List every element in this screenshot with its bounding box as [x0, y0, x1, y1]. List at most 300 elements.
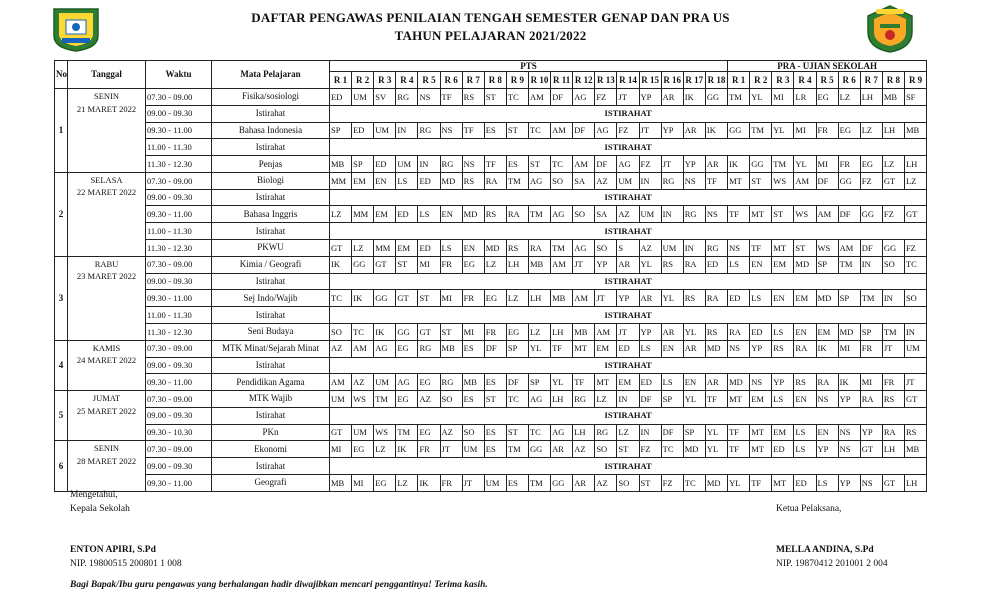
supervisor-code-cell: GT: [330, 424, 352, 441]
supervisor-code-cell: AZ: [418, 391, 440, 408]
principal-title: Kepala Sekolah: [70, 504, 130, 514]
supervisor-code-cell: SP: [838, 290, 860, 307]
supervisor-code-cell: UM: [396, 156, 418, 173]
supervisor-code-cell: MI: [816, 156, 838, 173]
supervisor-code-cell: YP: [860, 424, 882, 441]
supervisor-code-cell: EG: [506, 323, 528, 340]
supervisor-code-cell: SP: [352, 156, 374, 173]
supervisor-code-cell: NS: [838, 424, 860, 441]
time-cell: 09.00 - 09.30: [146, 407, 212, 424]
supervisor-code-cell: IK: [838, 374, 860, 391]
subject-cell: MTK Wajib: [212, 391, 330, 408]
supervisor-code-cell: LS: [661, 374, 683, 391]
subject-cell: Sej Indo/Wajib: [212, 290, 330, 307]
supervisor-code-cell: TC: [506, 391, 528, 408]
supervisor-code-cell: RG: [705, 240, 727, 257]
break-cell: ISTIRAHAT: [330, 189, 927, 206]
supervisor-code-cell: TC: [528, 122, 550, 139]
schedule-row: [55, 139, 927, 156]
subject-cell: Istirahat: [212, 223, 330, 240]
supervisor-code-cell: GG: [396, 323, 418, 340]
supervisor-code-cell: RS: [882, 391, 904, 408]
supervisor-code-cell: JT: [617, 323, 639, 340]
supervisor-code-cell: RA: [506, 206, 528, 223]
supervisor-code-cell: RS: [661, 256, 683, 273]
col-no-header: No: [55, 61, 68, 89]
supervisor-code-cell: MD: [683, 441, 705, 458]
supervisor-code-cell: YP: [661, 122, 683, 139]
supervisor-code-cell: SO: [551, 172, 573, 189]
supervisor-code-cell: RS: [705, 323, 727, 340]
supervisor-code-cell: GG: [705, 89, 727, 106]
supervisor-code-cell: MB: [528, 256, 550, 273]
supervisor-code-cell: WS: [772, 172, 794, 189]
time-cell: 09.30 - 11.00: [146, 290, 212, 307]
supervisor-code-cell: MB: [440, 340, 462, 357]
supervisor-code-cell: YP: [838, 391, 860, 408]
supervisor-code-cell: TF: [728, 441, 750, 458]
supervisor-code-cell: EM: [374, 206, 396, 223]
supervisor-code-cell: MI: [418, 256, 440, 273]
supervisor-code-cell: FR: [816, 122, 838, 139]
break-cell: ISTIRAHAT: [330, 458, 927, 475]
schedule-row: [55, 105, 927, 122]
schedule-row: [55, 122, 927, 139]
supervisor-code-cell: SP: [661, 391, 683, 408]
supervisor-code-cell: RG: [573, 391, 595, 408]
subject-cell: Penjas: [212, 156, 330, 173]
day-date-cell: [68, 172, 146, 256]
supervisor-code-cell: AR: [683, 122, 705, 139]
supervisor-code-cell: NS: [860, 474, 882, 491]
document-title: DAFTAR PENGAWAS PENILAIAN TENGAH SEMESTER GENAP DAN PRA US: [251, 10, 730, 25]
supervisor-code-cell: LS: [396, 172, 418, 189]
supervisor-code-cell: MI: [860, 374, 882, 391]
time-cell: 07.30 - 09.00: [146, 391, 212, 408]
supervisor-code-cell: ST: [750, 172, 772, 189]
supervisor-code-cell: GG: [528, 441, 550, 458]
supervisor-code-cell: FR: [440, 474, 462, 491]
supervisor-code-cell: WS: [794, 206, 816, 223]
supervisor-code-cell: EN: [661, 340, 683, 357]
time-cell: 09.00 - 09.30: [146, 273, 212, 290]
subject-cell: Seni Budaya: [212, 323, 330, 340]
supervisor-code-cell: RG: [683, 206, 705, 223]
supervisor-code-cell: TM: [838, 256, 860, 273]
col-mapel-header: Mata Pelajaran: [212, 61, 330, 89]
pra-room-header: R 8: [882, 72, 904, 89]
supervisor-code-cell: RA: [683, 256, 705, 273]
day-date-cell: [68, 391, 146, 441]
supervisor-code-cell: EM: [772, 424, 794, 441]
day-date: 21 MARET 2022: [76, 103, 137, 114]
supervisor-code-cell: AR: [661, 323, 683, 340]
supervisor-code-cell: FZ: [661, 474, 683, 491]
supervisor-code-cell: TC: [661, 441, 683, 458]
supervisor-code-cell: TC: [904, 256, 926, 273]
footer-note: Bagi Bapak/Ibu guru pengawas yang berhalangan hadir diwajibkan mencari penggantinya! Terima kasih.: [70, 580, 488, 590]
day-name: SENIN: [93, 443, 120, 454]
supervisor-code-cell: RG: [418, 122, 440, 139]
supervisor-code-cell: ST: [418, 290, 440, 307]
supervisor-code-cell: MM: [374, 240, 396, 257]
time-cell: 11.30 - 12.30: [146, 323, 212, 340]
supervisor-code-cell: AM: [573, 290, 595, 307]
schedule-row: [55, 374, 927, 391]
supervisor-code-cell: LS: [772, 391, 794, 408]
pts-room-header: R 14: [617, 72, 639, 89]
supervisor-code-cell: JT: [440, 441, 462, 458]
supervisor-code-cell: RG: [396, 89, 418, 106]
supervisor-code-cell: LZ: [882, 156, 904, 173]
supervisor-code-cell: EM: [772, 256, 794, 273]
pts-room-header: R 5: [418, 72, 440, 89]
pts-group-header: PTS: [330, 61, 728, 72]
supervisor-code-cell: TM: [528, 474, 550, 491]
time-cell: 09.00 - 09.30: [146, 189, 212, 206]
supervisor-code-cell: DF: [860, 240, 882, 257]
supervisor-code-cell: YP: [683, 156, 705, 173]
supervisor-code-cell: ED: [396, 206, 418, 223]
supervisor-code-cell: DF: [639, 391, 661, 408]
supervisor-code-cell: YL: [705, 424, 727, 441]
supervisor-code-cell: TM: [506, 441, 528, 458]
day-name: RABU: [94, 258, 119, 269]
schedule-row: [55, 206, 927, 223]
supervisor-code-cell: YP: [838, 474, 860, 491]
supervisor-code-cell: RA: [816, 374, 838, 391]
supervisor-code-cell: UM: [352, 89, 374, 106]
supervisor-code-cell: TM: [396, 424, 418, 441]
supervisor-code-cell: GT: [904, 206, 926, 223]
supervisor-code-cell: AM: [551, 122, 573, 139]
supervisor-code-cell: LZ: [484, 256, 506, 273]
subject-cell: Istirahat: [212, 273, 330, 290]
supervisor-code-cell: YL: [551, 374, 573, 391]
supervisor-code-cell: AG: [551, 206, 573, 223]
day-date-cell: [68, 256, 146, 340]
pts-room-header: R 16: [661, 72, 683, 89]
supervisor-code-cell: TF: [573, 374, 595, 391]
supervisor-code-cell: ED: [352, 122, 374, 139]
supervisor-code-cell: SO: [882, 256, 904, 273]
supervisor-code-cell: AR: [705, 374, 727, 391]
subject-cell: Kimia / Geografi: [212, 256, 330, 273]
supervisor-code-cell: EG: [860, 156, 882, 173]
supervisor-code-cell: SP: [528, 374, 550, 391]
supervisor-code-cell: RA: [794, 340, 816, 357]
supervisor-code-cell: EG: [816, 89, 838, 106]
time-cell: 11.00 - 11.30: [146, 223, 212, 240]
supervisor-code-cell: FZ: [595, 89, 617, 106]
supervisor-code-cell: LH: [860, 89, 882, 106]
schedule-row: [55, 172, 927, 189]
supervisor-code-cell: EM: [816, 323, 838, 340]
supervisor-code-cell: IN: [639, 172, 661, 189]
supervisor-code-cell: IN: [683, 240, 705, 257]
supervisor-code-cell: EG: [396, 340, 418, 357]
supervisor-code-cell: FR: [882, 374, 904, 391]
supervisor-code-cell: LH: [551, 391, 573, 408]
pts-room-header: R 2: [352, 72, 374, 89]
supervisor-code-cell: GT: [860, 441, 882, 458]
supervisor-code-cell: TF: [484, 156, 506, 173]
supervisor-code-cell: MD: [728, 374, 750, 391]
supervisor-code-cell: IN: [418, 156, 440, 173]
supervisor-code-cell: MB: [462, 374, 484, 391]
supervisor-code-cell: RA: [705, 290, 727, 307]
supervisor-code-cell: ST: [772, 206, 794, 223]
break-cell: ISTIRAHAT: [330, 273, 927, 290]
supervisor-code-cell: SP: [330, 122, 352, 139]
supervisor-code-cell: FR: [462, 290, 484, 307]
supervisor-code-cell: ST: [484, 89, 506, 106]
supervisor-code-cell: LZ: [860, 122, 882, 139]
subject-cell: Istirahat: [212, 105, 330, 122]
supervisor-code-cell: AZ: [639, 240, 661, 257]
supervisor-code-cell: YP: [772, 374, 794, 391]
supervisor-code-cell: ED: [794, 474, 816, 491]
supervisor-code-cell: ED: [374, 156, 396, 173]
supervisor-code-cell: ST: [794, 240, 816, 257]
supervisor-code-cell: SP: [506, 340, 528, 357]
supervisor-code-cell: YP: [639, 323, 661, 340]
schedule-row: [55, 89, 927, 106]
break-cell: ISTIRAHAT: [330, 307, 927, 324]
supervisor-code-cell: ED: [750, 323, 772, 340]
supervisor-code-cell: SP: [683, 424, 705, 441]
supervisor-code-cell: GG: [860, 206, 882, 223]
day-name: SELASA: [90, 174, 123, 185]
supervisor-code-cell: TM: [882, 323, 904, 340]
pts-room-header: R 12: [573, 72, 595, 89]
supervisor-code-cell: GT: [904, 391, 926, 408]
supervisor-code-cell: AM: [551, 256, 573, 273]
supervisor-code-cell: TF: [705, 172, 727, 189]
pra-room-header: R 7: [860, 72, 882, 89]
supervisor-code-cell: AM: [352, 340, 374, 357]
supervisor-code-cell: SA: [595, 206, 617, 223]
supervisor-code-cell: YP: [639, 89, 661, 106]
supervisor-code-cell: EM: [750, 391, 772, 408]
schedule-row: [55, 474, 927, 491]
schedule-row: [55, 189, 927, 206]
supervisor-code-cell: TC: [330, 290, 352, 307]
supervisor-code-cell: EG: [352, 441, 374, 458]
subject-cell: PKWU: [212, 240, 330, 257]
supervisor-code-cell: RS: [484, 206, 506, 223]
supervisor-code-cell: AG: [528, 391, 550, 408]
supervisor-code-cell: IK: [330, 256, 352, 273]
schedule-row: [55, 223, 927, 240]
supervisor-code-cell: RA: [882, 424, 904, 441]
supervisor-code-cell: FZ: [617, 122, 639, 139]
supervisor-code-cell: AM: [794, 172, 816, 189]
supervisor-code-cell: SO: [595, 240, 617, 257]
schedule-row: [55, 256, 927, 273]
supervisor-code-cell: FR: [860, 340, 882, 357]
supervisor-code-cell: TC: [551, 156, 573, 173]
supervisor-code-cell: UM: [904, 340, 926, 357]
supervisor-code-cell: AZ: [595, 474, 617, 491]
col-tanggal-header: Tanggal: [68, 61, 146, 89]
subject-cell: Istirahat: [212, 357, 330, 374]
supervisor-code-cell: AG: [573, 89, 595, 106]
supervisor-code-cell: TF: [551, 340, 573, 357]
supervisor-code-cell: SO: [330, 323, 352, 340]
supervisor-code-cell: LS: [418, 206, 440, 223]
pra-room-header: R 4: [794, 72, 816, 89]
supervisor-code-cell: MD: [705, 340, 727, 357]
supervisor-code-cell: JT: [595, 290, 617, 307]
day-number: 2: [55, 172, 68, 256]
schedule-row: [55, 458, 927, 475]
supervisor-code-cell: MI: [330, 441, 352, 458]
time-cell: 09.00 - 09.30: [146, 458, 212, 475]
supervisor-code-cell: IN: [904, 323, 926, 340]
supervisor-code-cell: AM: [573, 156, 595, 173]
supervisor-code-cell: YL: [794, 156, 816, 173]
supervisor-code-cell: LZ: [396, 474, 418, 491]
schedule-row: [55, 391, 927, 408]
supervisor-code-cell: YL: [683, 391, 705, 408]
supervisor-code-cell: YL: [728, 474, 750, 491]
supervisor-code-cell: MI: [352, 474, 374, 491]
subject-cell: Biologi: [212, 172, 330, 189]
supervisor-code-cell: MD: [838, 323, 860, 340]
supervisor-code-cell: RG: [595, 424, 617, 441]
supervisor-code-cell: ST: [528, 156, 550, 173]
supervisor-code-cell: ES: [484, 122, 506, 139]
day-name: SENIN: [93, 91, 120, 101]
supervisor-code-cell: LS: [772, 323, 794, 340]
supervisor-code-cell: MB: [904, 441, 926, 458]
supervisor-code-cell: WS: [374, 424, 396, 441]
supervisor-code-cell: DF: [484, 340, 506, 357]
supervisor-code-cell: NS: [418, 89, 440, 106]
supervisor-code-cell: GG: [352, 256, 374, 273]
supervisor-code-cell: EG: [418, 374, 440, 391]
supervisor-code-cell: ED: [705, 256, 727, 273]
supervisor-code-cell: EN: [794, 323, 816, 340]
supervisor-code-cell: GT: [330, 240, 352, 257]
supervisor-code-cell: LZ: [506, 290, 528, 307]
supervisor-code-cell: NS: [750, 374, 772, 391]
supervisor-code-cell: AZ: [617, 206, 639, 223]
pts-room-header: R 11: [551, 72, 573, 89]
supervisor-code-cell: EM: [595, 340, 617, 357]
supervisor-code-cell: AG: [595, 122, 617, 139]
day-date-cell: [68, 441, 146, 491]
supervisor-code-cell: AG: [374, 340, 396, 357]
supervisor-code-cell: TF: [728, 206, 750, 223]
day-name: KAMIS: [92, 342, 121, 353]
supervisor-code-cell: RA: [728, 323, 750, 340]
pts-room-header: R 10: [528, 72, 550, 89]
supervisor-code-cell: NS: [838, 441, 860, 458]
supervisor-code-cell: EG: [374, 474, 396, 491]
time-cell: 07.30 - 09.00: [146, 340, 212, 357]
supervisor-code-cell: WS: [816, 240, 838, 257]
supervisor-code-cell: DF: [573, 122, 595, 139]
supervisor-code-cell: AZ: [595, 172, 617, 189]
supervisor-code-cell: ED: [418, 172, 440, 189]
supervisor-code-cell: MD: [462, 206, 484, 223]
supervisor-code-cell: AZ: [440, 424, 462, 441]
subject-cell: Geografi: [212, 474, 330, 491]
supervisor-code-cell: YP: [617, 290, 639, 307]
schedule-row: [55, 240, 927, 257]
supervisor-code-cell: EG: [484, 290, 506, 307]
subject-cell: Istirahat: [212, 407, 330, 424]
supervisor-code-cell: WS: [352, 391, 374, 408]
supervisor-code-cell: ES: [506, 474, 528, 491]
supervisor-code-cell: EN: [772, 290, 794, 307]
supervisor-code-cell: SF: [904, 89, 926, 106]
supervisor-code-cell: RA: [528, 240, 550, 257]
supervisor-code-cell: ED: [772, 441, 794, 458]
supervisor-code-cell: MT: [595, 374, 617, 391]
time-cell: 09.00 - 09.30: [146, 357, 212, 374]
supervisor-code-cell: IN: [661, 206, 683, 223]
supervisor-code-cell: LZ: [528, 323, 550, 340]
time-cell: 07.30 - 09.00: [146, 172, 212, 189]
supervisor-code-cell: IN: [882, 290, 904, 307]
supervisor-code-cell: AR: [573, 474, 595, 491]
supervisor-code-cell: AR: [551, 441, 573, 458]
schedule-row: [55, 273, 927, 290]
schedule-row: [55, 357, 927, 374]
supervisor-code-cell: ED: [728, 290, 750, 307]
supervisor-code-cell: MB: [573, 323, 595, 340]
supervisor-code-cell: MD: [794, 256, 816, 273]
supervisor-code-cell: LS: [728, 256, 750, 273]
supervisor-code-cell: ES: [462, 340, 484, 357]
supervisor-code-cell: ED: [617, 340, 639, 357]
supervisor-code-cell: YP: [595, 256, 617, 273]
chair-name: MELLA ANDINA, S.Pd: [776, 545, 874, 555]
supervisor-code-cell: EM: [794, 290, 816, 307]
supervisor-code-cell: EN: [794, 391, 816, 408]
supervisor-code-cell: AG: [551, 424, 573, 441]
pts-room-header: R 4: [396, 72, 418, 89]
supervisor-code-cell: IK: [352, 290, 374, 307]
acknowledged-label: Mengetahui,: [70, 490, 118, 500]
supervisor-code-cell: IK: [374, 323, 396, 340]
supervisor-code-cell: TC: [683, 474, 705, 491]
supervisor-code-cell: YL: [772, 122, 794, 139]
subject-cell: Istirahat: [212, 307, 330, 324]
supervisor-code-cell: LH: [904, 474, 926, 491]
supervisor-code-cell: UM: [661, 240, 683, 257]
supervisor-code-cell: TF: [440, 89, 462, 106]
supervisor-code-cell: MB: [882, 89, 904, 106]
supervisor-code-cell: NS: [462, 156, 484, 173]
pts-room-header: R 8: [484, 72, 506, 89]
supervisor-schedule-table: [54, 60, 927, 492]
supervisor-code-cell: AZ: [352, 374, 374, 391]
subject-cell: Istirahat: [212, 139, 330, 156]
supervisor-code-cell: FR: [838, 156, 860, 173]
supervisor-code-cell: UM: [639, 206, 661, 223]
pra-room-header: R 3: [772, 72, 794, 89]
schedule-row: [55, 323, 927, 340]
day-number: 3: [55, 256, 68, 340]
supervisor-code-cell: AR: [683, 340, 705, 357]
supervisor-code-cell: LS: [639, 340, 661, 357]
day-number: 6: [55, 441, 68, 491]
supervisor-code-cell: ES: [484, 441, 506, 458]
